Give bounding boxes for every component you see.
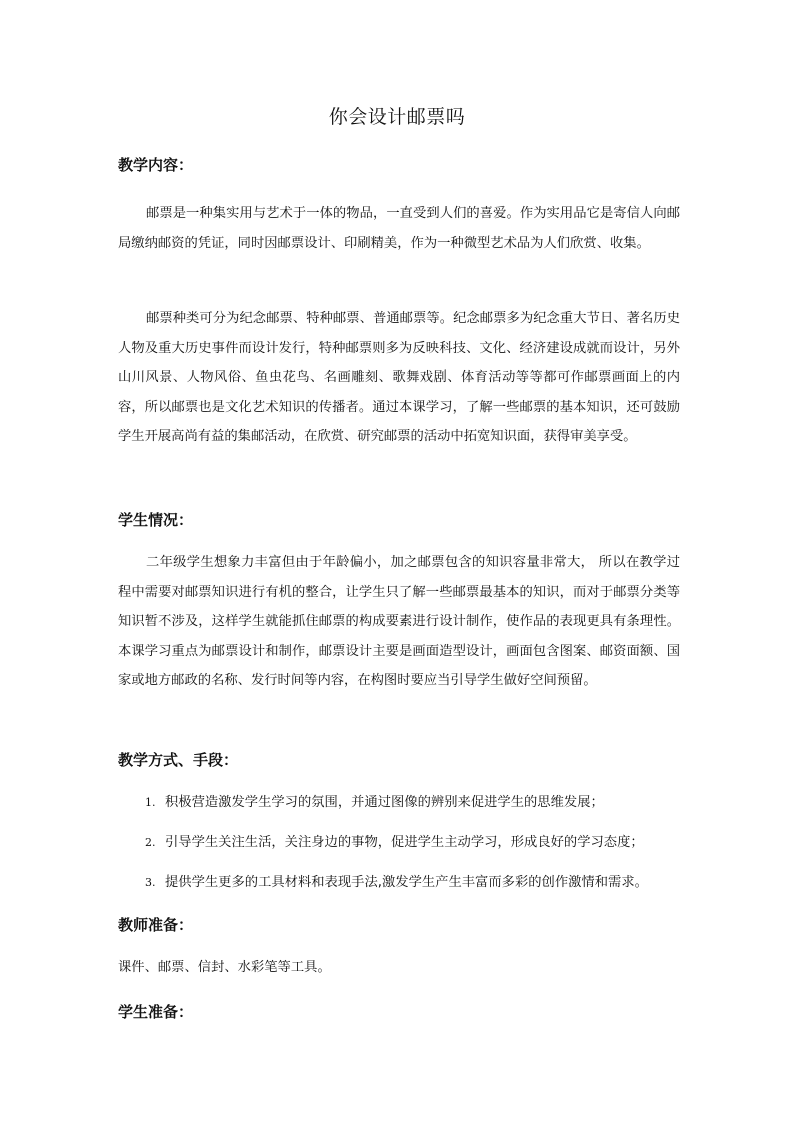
list-number: 2. bbox=[145, 836, 156, 849]
list-text: 引导学生关注生活，关注身边的事物，促进学生主动学习，形成良好的学习态度； bbox=[165, 835, 644, 850]
methods-list-item-1 bbox=[145, 792, 685, 814]
section-heading-content: 教学内容： bbox=[118, 156, 194, 174]
methods-list-item-2 bbox=[145, 832, 685, 854]
page-title: 你会设计邮票吗 bbox=[328, 106, 466, 128]
methods-list-item-3 bbox=[145, 872, 685, 894]
list-text: 积极营造激发学生学习的氛围，并通过图像的辨别来促进学生的思维发展； bbox=[165, 795, 604, 810]
section-heading-student-prep: 学生准备： bbox=[118, 1003, 194, 1021]
content-paragraph-2: 邮票种类可分为纪念邮票、特种邮票、普通邮票等。纪念邮票多为纪念重大节日、著名历史人物及重大历史事件而设计发行，特种邮票则多为反映科技、文化、经济建设成就而设计，另外山川风景、人物风俗、鱼虫花鸟、名画雕刻、歌舞戏剧、体育活动等等都可作邮票画面上的内容，所以邮票也是文化艺术知识的传播者。通过本课学习，了解一些邮票的基本知识，还可鼓励学生开展高尚有益的集邮活动，在欣赏、研究邮票的活动中拓宽知识面，获得审美享受。 bbox=[118, 311, 680, 445]
teacher-prep-text: 课件、邮票、信封、水彩笔等工具。 bbox=[118, 960, 331, 975]
list-text: 提供学生更多的工具材料和表现手法,激发学生产生丰富而多彩的创作激情和需求。 bbox=[165, 875, 648, 890]
section-heading-students: 学生情况： bbox=[118, 511, 194, 529]
section-heading-teacher-prep: 教师准备： bbox=[118, 916, 194, 934]
list-number: 3. bbox=[145, 876, 156, 889]
list-number: 1. bbox=[145, 796, 156, 809]
section-heading-methods: 教学方式、手段： bbox=[118, 751, 239, 769]
students-paragraph: 二年级学生想象力丰富但由于年龄偏小，加之邮票包含的知识容量非常大， 所以在教学过程中需要对邮票知识进行有机的整合，让学生只了解一些邮票最基本的知识，而对于邮票分类等知识暂不涉及，这样学生就能抓住邮票的构成要素进行设计制作，使作品的表现更具有条理性。本课学习重点为邮票设计和制作，邮票设计主要是画面造型设计，画面包含图案、邮资面额、国家或地方邮政的名称、发行时间等内容，在构图时要应当引导学生做好空间预留。 bbox=[118, 555, 680, 689]
content-paragraph-1: 邮票是一种集实用与艺术于一体的物品，一直受到人们的喜爱。作为实用品它是寄信人向邮局缴纳邮资的凭证，同时因邮票设计、印刷精美，作为一种微型艺术品为人们欣赏、收集。 bbox=[118, 206, 680, 251]
